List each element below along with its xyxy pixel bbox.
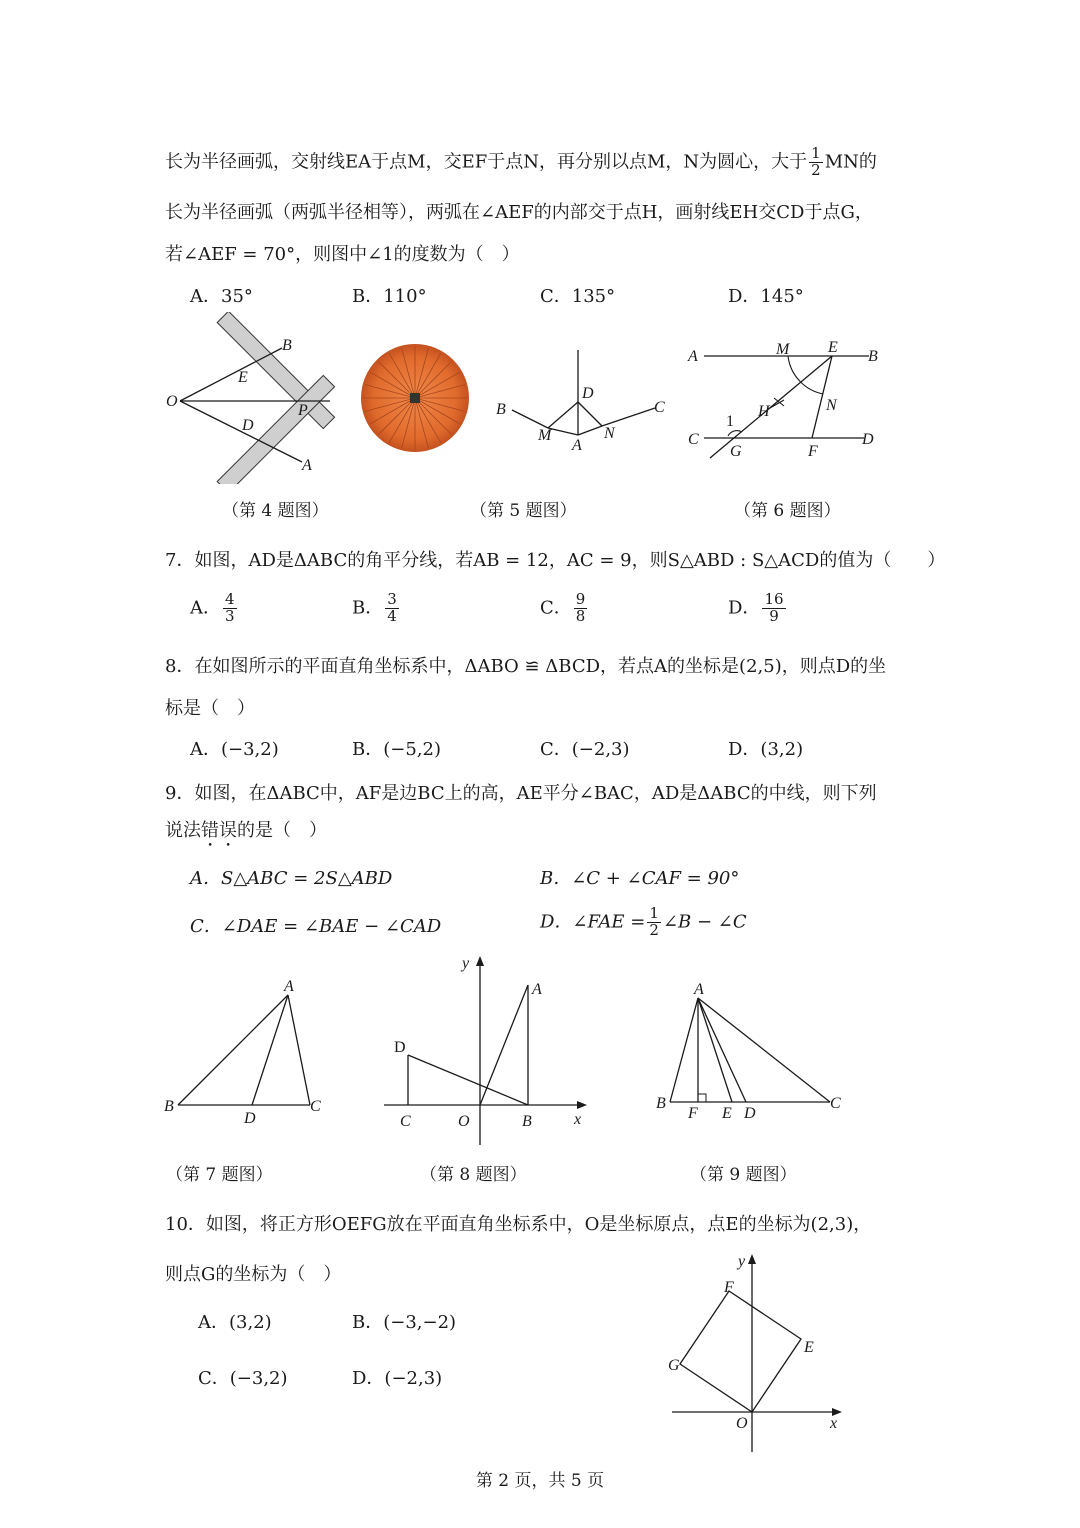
caption-fig7: （第 7 题图） <box>166 1165 273 1185</box>
q9-option-a[interactable]: A．S△ABC = 2S△ABD <box>190 868 393 889</box>
label-d: D <box>242 417 254 434</box>
label-e: E <box>238 369 248 386</box>
caption-fig8: （第 8 题图） <box>420 1165 527 1185</box>
label-d: D <box>582 385 594 402</box>
q7-option-b[interactable]: B． $\frac{3}{4}$ <box>352 590 397 625</box>
q8-option-c[interactable]: C．(−2,3) <box>540 739 630 760</box>
square-oefg <box>680 1291 801 1412</box>
q7-text: 7．如图，AD是ΔABC的角平分线，若AB = 12，AC = 9，则S△ABD : S△ACD的值为（ ） <box>165 550 946 571</box>
q7-option-a[interactable]: A． $\frac{4}{3}$ <box>190 590 235 625</box>
label-b: B <box>496 401 506 418</box>
q9-option-b[interactable]: B．∠C + ∠CAF = 90° <box>540 868 740 889</box>
label-f: F <box>724 1279 734 1296</box>
label-1: 1 <box>726 413 734 430</box>
label-o: O <box>166 393 178 410</box>
label-e: E <box>804 1339 814 1356</box>
label-c: C <box>688 431 699 448</box>
caption-fig6: （第 6 题图） <box>734 501 841 521</box>
label-e: E <box>722 1105 732 1118</box>
q8-option-a[interactable]: A．(−3,2) <box>190 739 279 760</box>
label-m: M <box>538 427 552 444</box>
label-b: B <box>522 1113 532 1130</box>
q7-option-c[interactable]: C． $\frac{9}{8}$ <box>540 590 586 625</box>
q8-option-d[interactable]: D．(3,2) <box>728 739 804 760</box>
label-f: F <box>808 443 818 460</box>
q10-line2: 则点G的坐标为（ ） <box>165 1264 342 1285</box>
fraction: $\frac{1}{2}$ <box>811 144 821 179</box>
label-x: x <box>574 1111 582 1128</box>
q7-option-d[interactable]: D． $\frac{16}{9}$ <box>728 590 784 625</box>
q9-option-d[interactable]: D．∠FAE = $\frac{1}{2}$ ∠B − ∠C <box>540 904 747 939</box>
label-d: D <box>394 1039 406 1056</box>
label-c: C <box>830 1095 841 1112</box>
label-b: B <box>282 337 292 354</box>
figure-9 <box>652 978 852 1118</box>
label-f: F <box>688 1105 698 1118</box>
label-n: N <box>826 397 837 414</box>
label-g: G <box>730 443 742 460</box>
figure-7 <box>160 975 340 1125</box>
label-a: A <box>694 981 704 998</box>
label-a: A <box>532 981 542 998</box>
label-m: M <box>776 341 790 358</box>
label-g: G <box>668 1357 680 1374</box>
label-c: C <box>654 399 665 416</box>
label-b: B <box>656 1095 666 1112</box>
umbrella-center <box>410 393 420 403</box>
label-b: B <box>868 348 878 365</box>
label-a: A <box>572 437 582 454</box>
label-a: A <box>688 348 698 365</box>
q10-option-d[interactable]: D．(−2,3) <box>352 1368 443 1389</box>
label-c: C <box>310 1098 321 1115</box>
label-y: y <box>462 955 470 972</box>
caption-fig9: （第 9 题图） <box>690 1165 797 1185</box>
figure-5-umbrella <box>355 340 475 460</box>
q6-option-d[interactable]: D．145° <box>728 286 804 307</box>
q6-option-a[interactable]: A．35° <box>190 286 253 307</box>
label-x: x <box>830 1415 838 1432</box>
q8-option-b[interactable]: B．(−5,2) <box>352 739 441 760</box>
caption-fig4: （第 4 题图） <box>222 501 329 521</box>
ruler-lower <box>217 375 334 484</box>
label-h: H <box>758 403 770 420</box>
caption-fig5: （第 5 题图） <box>470 501 577 521</box>
q6-option-b[interactable]: B．110° <box>352 286 427 307</box>
label-b: B <box>164 1098 174 1115</box>
q6-option-c[interactable]: C．135° <box>540 286 616 307</box>
q10-option-c[interactable]: C．(−3,2) <box>198 1368 288 1389</box>
label-a: A <box>284 978 294 995</box>
figure-5 <box>490 340 670 460</box>
label-n: N <box>604 425 615 442</box>
q9-line2: 说法错误的是（ ） <box>165 820 327 841</box>
label-c: C <box>400 1113 411 1130</box>
label-y: y <box>738 1253 746 1270</box>
q10-line1: 10．如图，将正方形OEFG放在平面直角坐标系中，O是坐标原点，点E的坐标为(2,3)， <box>165 1214 872 1235</box>
ruler-upper <box>217 312 334 429</box>
label-o: O <box>736 1415 748 1432</box>
q9-line1: 9．如图，在ΔABC中，AF是边BC上的高，AE平分∠BAC，AD是ΔABC的中线，则下列 <box>165 783 877 804</box>
figure-10 <box>664 1246 854 1456</box>
figure-8 <box>382 950 597 1150</box>
figure-6 <box>684 336 884 466</box>
label-o: O <box>458 1113 470 1130</box>
emphasis-dots: 错误 <box>201 820 237 841</box>
q10-option-b[interactable]: B．(−3,−2) <box>352 1312 457 1333</box>
q8-line1: 8．在如图所示的平面直角坐标系中，ΔABO ≌ ΔBCD，若点A的坐标是(2,5)，则点D的坐 <box>165 656 887 677</box>
q10-option-a[interactable]: A．(3,2) <box>198 1312 272 1333</box>
q6-line1: 长为半径画弧，交射线EA于点M，交EF于点N，再分别以点M，N为圆心，大于 $\frac{1}{2}$ MN的 <box>165 144 877 179</box>
q6-line2: 长为半径画弧（两弧半径相等），两弧在∠AEF的内部交于点H，画射线EH交CD于点G， <box>165 202 873 223</box>
label-e: E <box>828 339 838 356</box>
label-a: A <box>302 457 312 474</box>
figure-4 <box>160 312 340 484</box>
label-p: P <box>298 402 308 419</box>
q9-option-c[interactable]: C．∠DAE = ∠BAE − ∠CAD <box>190 916 442 937</box>
q8-line2: 标是（ ） <box>165 698 255 719</box>
q6-line3: 若∠AEF = 70°，则图中∠1的度数为（ ） <box>165 244 520 265</box>
label-d: D <box>744 1105 756 1118</box>
label-d: D <box>244 1110 256 1125</box>
page-footer: 第 2 页，共 5 页 <box>475 1471 605 1491</box>
label-d: D <box>862 431 874 448</box>
